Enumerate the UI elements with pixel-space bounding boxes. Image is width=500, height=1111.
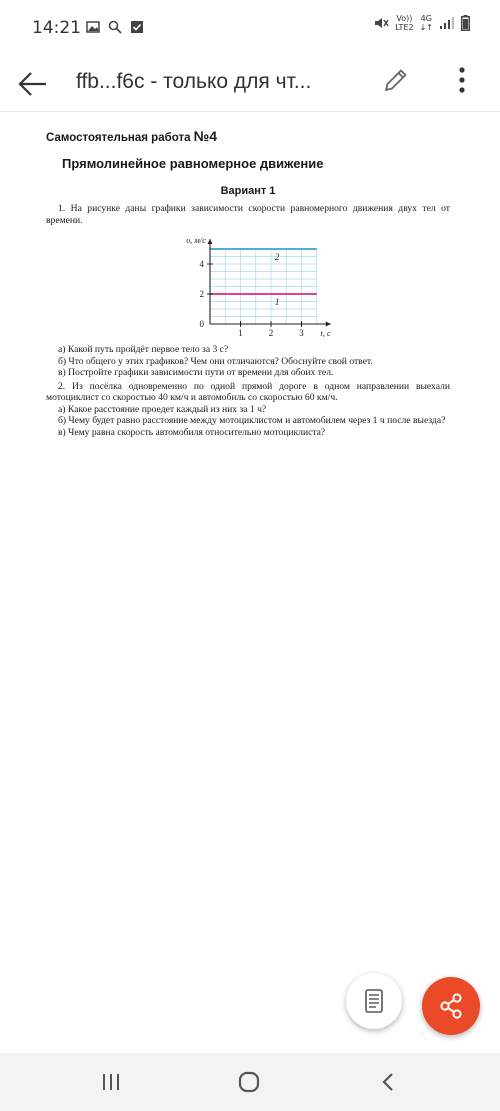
share-icon <box>438 993 464 1019</box>
checkbox-icon <box>130 20 144 34</box>
status-notification-icons <box>86 20 144 34</box>
app-toolbar <box>0 56 500 112</box>
chart-grid <box>210 249 317 324</box>
arrow-back-icon[interactable] <box>14 66 50 102</box>
signal-icon <box>439 16 455 30</box>
chart-axes <box>208 239 331 327</box>
task2-text: 2. Из посёлка одновременно по одной прямой дороге в одном направлении выехали мотоциклист со скоростью 40 км/ч и автомобиль со скоростью 60 км/ч. <box>46 380 450 403</box>
toolbar-divider <box>0 111 500 112</box>
pencil-icon[interactable] <box>380 64 412 96</box>
chart-ticks <box>200 259 305 338</box>
task1-question-b: б) Что общего у этих графиков? Чем они отличаются? Обоснуйте свой ответ. <box>58 355 373 367</box>
variant-heading: Вариант 1 <box>220 185 276 197</box>
document-page <box>46 124 450 438</box>
x-axis-arrow <box>326 322 331 327</box>
topic-heading: Прямолинейное равномерное движение <box>62 156 324 171</box>
network-label: Vo)) LTE2 <box>395 14 414 32</box>
document-list-icon <box>364 989 384 1013</box>
velocity-chart <box>46 226 450 344</box>
work-number: №4 <box>193 128 218 144</box>
x-tick-label: 1 <box>238 328 243 338</box>
gallery-icon <box>86 20 100 34</box>
system-navigation-bar <box>0 1053 500 1111</box>
battery-icon <box>461 15 470 31</box>
work-title: Самостоятельная работа <box>46 132 191 144</box>
document-list-button[interactable] <box>346 973 402 1029</box>
more-vert-icon[interactable] <box>450 64 474 96</box>
y-tick-label: 4 <box>199 259 204 269</box>
y-axis-arrow <box>208 239 213 244</box>
y-axis-label: υ, м/с <box>186 235 206 245</box>
mute-icon <box>373 15 389 31</box>
share-button[interactable] <box>422 977 480 1035</box>
task2-question-c: в) Чему равна скорость автомобиля относительно мотоциклиста? <box>58 426 326 438</box>
recent-apps-icon[interactable] <box>98 1069 124 1095</box>
task2-question-a: а) Какое расстояние проедет каждый из них за 1 ч? <box>58 403 267 415</box>
task1-question-a: а) Какой путь пройдёт первое тело за 3 с? <box>58 344 229 355</box>
x-tick-label: 3 <box>299 328 304 338</box>
x-tick-label: 2 <box>268 328 274 338</box>
back-nav-icon[interactable] <box>376 1069 402 1095</box>
status-time: 14:21 <box>32 18 81 38</box>
velocity-chart-svg <box>46 226 450 344</box>
status-system-icons <box>373 14 470 32</box>
task2-question-b: б) Чему будет равно расстояние между мотоциклистом и автомобилем через 1 ч после выезда? <box>58 415 446 426</box>
generation-label: 4G ↓↑ <box>419 14 433 32</box>
series-label-2: 2 <box>274 252 280 262</box>
x-axis-label: t, с <box>320 328 331 338</box>
y-tick-label: 2 <box>199 289 204 299</box>
work-heading <box>46 128 450 144</box>
status-bar <box>0 0 500 56</box>
task1-text: 1. На рисунке даны графики зависимости скорости равномерного движения двух тел от времени. <box>46 203 450 226</box>
origin-label: 0 <box>199 319 204 329</box>
task1-question-c: в) Постройте графики зависимости пути от времени для обоих тел. <box>58 367 334 378</box>
search-icon <box>108 20 122 34</box>
home-icon[interactable] <box>236 1069 262 1095</box>
series-label-1: 1 <box>274 297 280 307</box>
document-title: ffb...f6c - только для чт... <box>76 70 312 93</box>
